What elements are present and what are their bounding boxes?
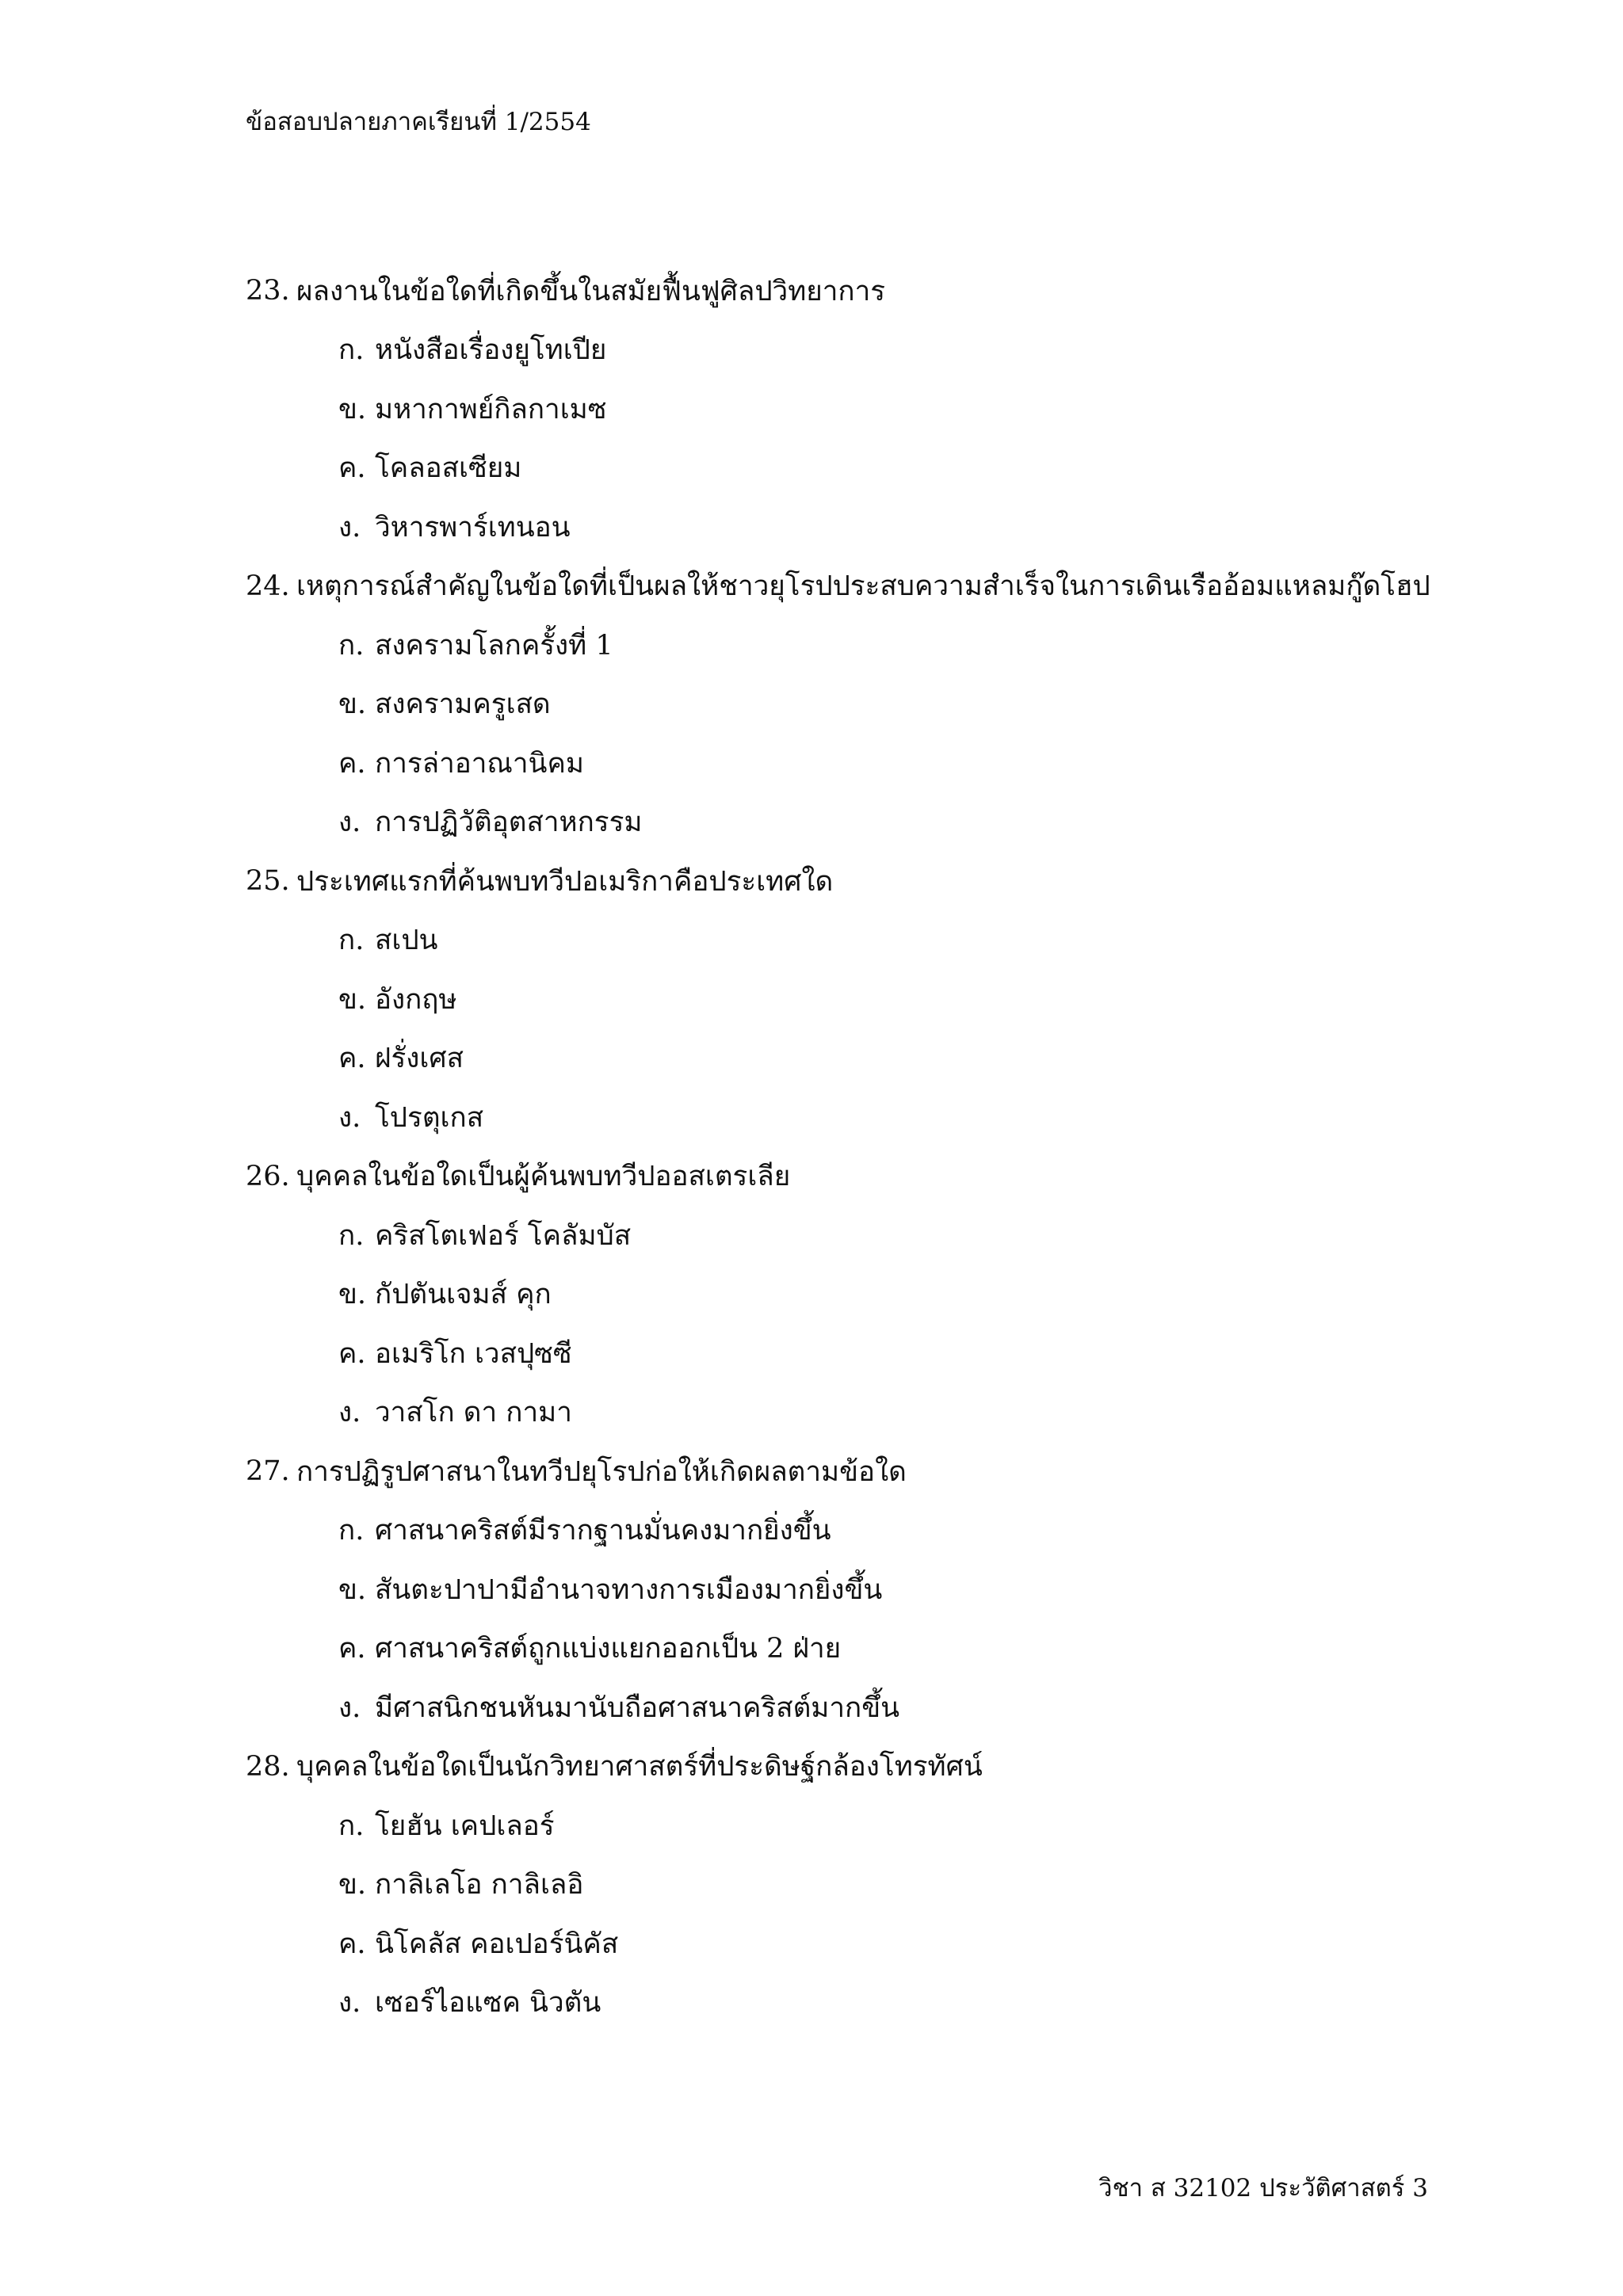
option-text: ศาสนาคริสต์มีรากฐานมั่นคงมากยิ่งขึ้น: [375, 1515, 831, 1547]
option-text: กาลิเลโอ กาลิเลอิ: [375, 1869, 584, 1901]
question-stem: [246, 852, 1498, 911]
answer-option: [246, 439, 1498, 498]
question-item: [246, 1442, 1498, 1737]
option-text: โปรตุเกส: [375, 1101, 484, 1134]
option-text: นิโคลัส คอเปอร์นิคัส: [375, 1928, 619, 1960]
option-text: ฝรั่งเศส: [375, 1043, 464, 1075]
answer-option: [246, 1088, 1498, 1147]
question-number: 27.: [246, 1455, 290, 1488]
option-letter: ก.: [338, 1219, 365, 1252]
question-item: [246, 852, 1498, 1147]
question-item: [246, 1147, 1498, 1443]
option-letter: ข.: [338, 1279, 367, 1311]
option-letter: ค.: [338, 747, 366, 780]
option-letter: ข.: [338, 1869, 367, 1901]
option-text: คริสโตเฟอร์ โคลัมบัส: [375, 1219, 632, 1252]
question-item: [246, 1737, 1498, 2033]
option-text: วาสโก ดา กามา: [375, 1397, 572, 1429]
option-text: โยฮัน เคปเลอร์: [375, 1810, 555, 1842]
option-text: กัปตันเจมส์ คุก: [375, 1279, 552, 1311]
option-letter: ข.: [338, 983, 367, 1016]
option-letter: ข.: [338, 393, 367, 425]
answer-option: [246, 1265, 1498, 1325]
option-letter: ก.: [338, 1515, 365, 1547]
option-text: การปฏิวัติอุตสาหกรรม: [375, 807, 643, 839]
option-letter: ง.: [338, 1397, 361, 1429]
answer-option: [246, 498, 1498, 557]
option-text: อเมริโก เวสปุซซี: [375, 1337, 572, 1370]
option-letter: ก.: [338, 1810, 365, 1842]
question-number: 24.: [246, 570, 290, 602]
answer-option: [246, 1206, 1498, 1265]
option-letter: ค.: [338, 1337, 366, 1370]
option-letter: ง.: [338, 807, 361, 839]
answer-option: [246, 1501, 1498, 1561]
page-header: ข้อสอบปลายภาคเรียนที่ 1/2554: [246, 108, 591, 136]
option-letter: ค.: [338, 452, 366, 485]
question-stem: [246, 557, 1498, 616]
option-text: สเปน: [375, 925, 438, 957]
answer-option: [246, 1974, 1498, 2033]
answer-option: [246, 734, 1498, 793]
answer-option: [246, 1029, 1498, 1089]
question-number: 26.: [246, 1160, 290, 1192]
option-letter: ง.: [338, 1101, 361, 1134]
answer-option: [246, 911, 1498, 971]
answer-option: [246, 1678, 1498, 1737]
option-text: การล่าอาณานิคม: [375, 747, 584, 780]
option-text: มีศาสนิกชนหันมานับถือศาสนาคริสต์มากขึ้น: [375, 1691, 900, 1724]
option-letter: ค.: [338, 1043, 366, 1075]
answer-option: [246, 1855, 1498, 1915]
question-text: บุคคลในข้อใดเป็นผู้ค้นพบทวีปออสเตรเลีย: [296, 1161, 791, 1193]
option-text: เซอร์ไอแซค นิวตัน: [375, 1987, 601, 2019]
option-letter: ง.: [338, 1987, 361, 2019]
option-letter: ค.: [338, 1928, 366, 1960]
page-footer: วิชา ส 32102 ประวัติศาสตร์ 3: [1098, 2174, 1428, 2203]
option-letter: ก.: [338, 925, 365, 957]
question-stem: [246, 1442, 1498, 1501]
answer-option: [246, 970, 1498, 1029]
question-stem: [246, 1147, 1498, 1207]
question-text: ผลงานในข้อใดที่เกิดขึ้นในสมัยฟื้นฟูศิลปวิทยาการ: [296, 275, 886, 307]
option-text: สงครามครูเสด: [375, 688, 551, 721]
question-text: ประเทศแรกที่ค้นพบทวีปอเมริกาคือประเทศใด: [296, 865, 834, 898]
option-letter: ข.: [338, 688, 367, 721]
option-text: มหากาพย์กิลกาเมซ: [375, 393, 607, 425]
option-letter: ค.: [338, 1633, 366, 1665]
option-letter: ง.: [338, 511, 361, 543]
question-item: [246, 557, 1498, 852]
answer-option: [246, 793, 1498, 852]
option-letter: ข.: [338, 1573, 367, 1606]
question-stem: [246, 261, 1498, 321]
question-number: 23.: [246, 275, 290, 307]
option-text: วิหารพาร์เทนอน: [375, 511, 571, 543]
option-text: สันตะปาปามีอำนาจทางการเมืองมากยิ่งขึ้น: [375, 1573, 883, 1606]
question-list: [246, 261, 1498, 2032]
question-text: เหตุการณ์สำคัญในข้อใดที่เป็นผลให้ชาวยุโรปประสบความสำเร็จในการเดินเรืออ้อมแหลมกู๊ดโฮป: [296, 570, 1430, 603]
option-text: สงครามโลกครั้งที่ 1: [375, 629, 613, 662]
option-text: ศาสนาคริสต์ถูกแบ่งแยกออกเป็น 2 ฝ่าย: [375, 1633, 842, 1665]
answer-option: [246, 1324, 1498, 1383]
option-text: หนังสือเรื่องยูโทเปีย: [375, 334, 607, 367]
answer-option: [246, 379, 1498, 439]
answer-option: [246, 1914, 1498, 1974]
answer-option: [246, 321, 1498, 380]
question-stem: [246, 1737, 1498, 1797]
question-text: บุคคลในข้อใดเป็นนักวิทยาศาสตร์ที่ประดิษฐ์กล้องโทรทัศน์: [296, 1751, 983, 1783]
option-text: โคลอสเซียม: [375, 452, 522, 485]
answer-option: [246, 1383, 1498, 1443]
question-number: 25.: [246, 865, 290, 898]
question-number: 28.: [246, 1750, 290, 1783]
answer-option: [246, 675, 1498, 734]
answer-option: [246, 1796, 1498, 1855]
option-letter: ก.: [338, 334, 365, 367]
option-letter: ง.: [338, 1691, 361, 1724]
answer-option: [246, 616, 1498, 675]
answer-option: [246, 1560, 1498, 1619]
answer-option: [246, 1619, 1498, 1679]
question-item: [246, 261, 1498, 557]
option-letter: ก.: [338, 629, 365, 662]
question-text: การปฏิรูปศาสนาในทวีปยุโรปก่อให้เกิดผลตามข้อใด: [296, 1455, 907, 1488]
option-text: อังกฤษ: [375, 983, 457, 1016]
